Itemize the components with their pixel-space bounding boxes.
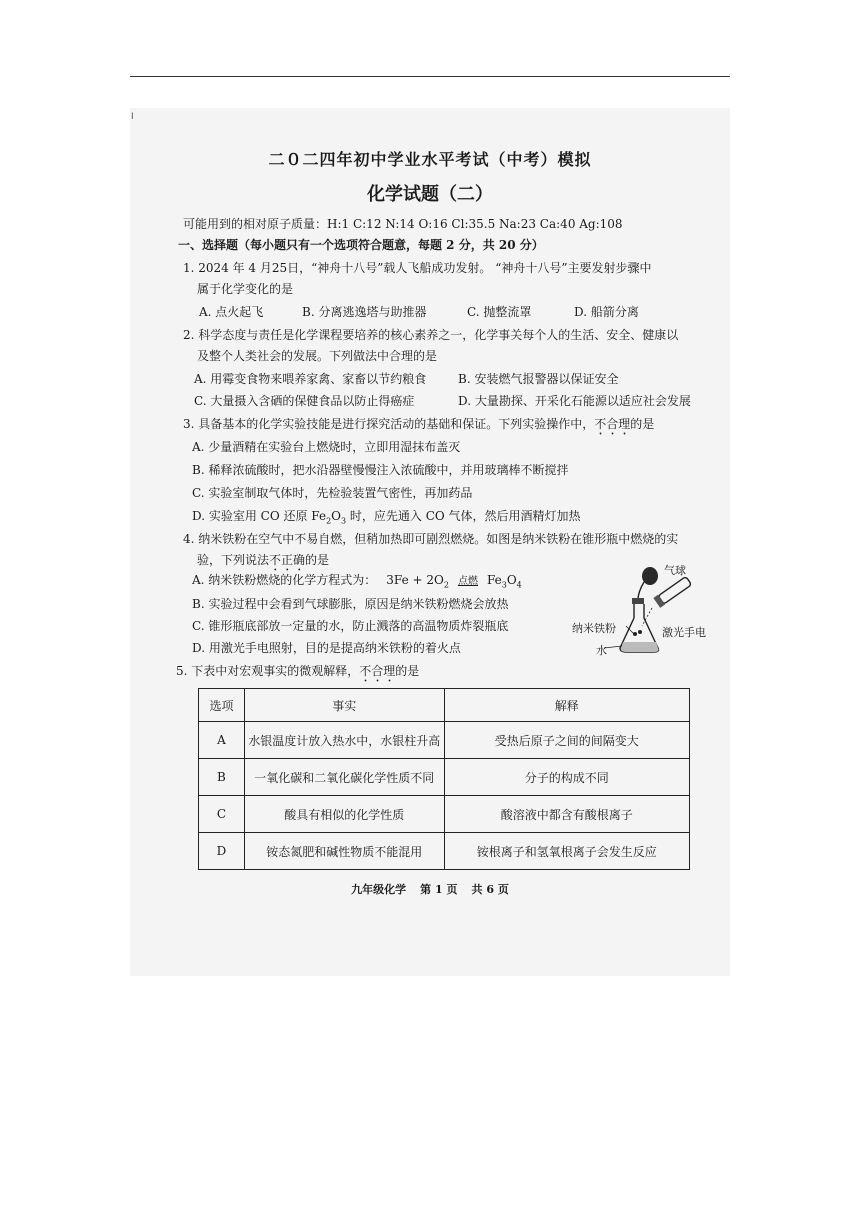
row-option: B	[199, 759, 245, 796]
row-option: A	[199, 722, 245, 759]
corner-mark: I	[131, 112, 134, 122]
row-option: C	[199, 796, 245, 833]
q2-stem-line2: 及整个人类社会的发展。下列做法中合理的是	[197, 349, 438, 363]
stopper-shape	[632, 598, 644, 604]
equation-right-mid: O	[506, 573, 517, 587]
facts-table	[198, 688, 690, 870]
table-row	[199, 833, 690, 870]
equation-left-sub: 2	[443, 580, 449, 590]
q3-stem-suffix: 的是	[630, 417, 655, 431]
exam-title: 二０二四年初中学业水平考试（中考）模拟	[268, 150, 592, 169]
label-water: 水	[596, 644, 607, 657]
q3-option-c: C. 实验室制取气体时，先检验装置气密性，再加药品	[192, 486, 473, 500]
equation-arrow	[453, 577, 483, 587]
footer-total: 共 6 页	[471, 883, 509, 896]
q1-option-d: D. 船箭分离	[574, 305, 639, 319]
q4-stem-prefix: 验，下列说法	[197, 553, 270, 567]
row-option: D	[199, 833, 245, 870]
page-footer	[130, 881, 730, 897]
q5-stem-emphasis: 不合理	[359, 664, 396, 678]
q2-stem-line1: 2. 科学态度与责任是化学课程要培养的核心素养之一，化学事关每个人的生活、安全、健康以	[183, 328, 679, 342]
atomic-masses: 可能用到的相对原子质量：H:1 C:12 N:14 O:16 Cl:35.5 Na:23 Ca:40 Ag:108	[183, 217, 623, 231]
q5-stem-suffix: 的是	[395, 664, 420, 678]
q4-option-c: C. 锥形瓶底部放一定量的水，防止溅落的高温物质炸裂瓶底	[192, 619, 509, 633]
table-row	[199, 759, 690, 796]
equation-condition: 点燃	[457, 576, 478, 587]
q4-option-a-prefix: A. 纳米铁粉燃烧的化学方程式为：	[192, 573, 377, 587]
q4-stem-line1: 4. 纳米铁粉在空气中不易自燃，但稍加热即可剧烈燃烧。如图是纳米铁粉在锥形瓶中燃烧的实	[183, 532, 679, 546]
header-explanation: 解释	[444, 689, 689, 722]
q3-option-d	[192, 508, 581, 529]
q4-stem-suffix: 的是	[305, 553, 330, 567]
q3-option-d-sub1: 2	[326, 516, 332, 526]
table-row	[199, 722, 690, 759]
q3-option-d-mid: O	[331, 509, 341, 523]
q3-option-d-prefix: D. 实验室用 CO 还原 Fe	[192, 509, 327, 523]
header-fact: 事实	[244, 689, 444, 722]
footer-page: 第 1 页	[420, 883, 458, 896]
row-fact: 酸具有相似的化学性质	[244, 796, 444, 833]
row-explanation: 受热后原子之间的间隔变大	[444, 722, 689, 759]
equation-right: Fe	[486, 573, 502, 587]
q1-option-a: A. 点火起飞	[199, 305, 264, 319]
table-row	[199, 796, 690, 833]
q1-option-c: C. 抛整流罩	[467, 305, 532, 319]
q3-stem-prefix: 3. 具备基本的化学实验技能是进行探究活动的基础和保证。下列实验操作中，	[183, 417, 595, 431]
q2-option-d: D. 大量勘探、开采化石能源以适应社会发展	[458, 394, 691, 408]
row-explanation: 铵根离子和氢氧根离子会发生反应	[444, 833, 689, 870]
q3-option-d-sub2: 3	[341, 516, 347, 526]
q3-stem-emphasis: 不合理	[594, 417, 631, 431]
row-fact: 一氧化碳和二氧化碳化学性质不同	[244, 759, 444, 796]
exam-subtitle: 化学试题（二）	[367, 184, 493, 205]
top-rule	[130, 76, 730, 77]
q4-stem-line2	[197, 552, 329, 574]
q4-stem-emphasis: 不正确	[269, 553, 306, 567]
footer-subject: 九年级化学	[351, 883, 407, 896]
row-explanation: 分子的构成不同	[444, 759, 689, 796]
q5-stem	[176, 663, 419, 685]
label-iron-powder: 纳米铁粉	[572, 622, 616, 635]
label-laser: 激光手电	[662, 626, 706, 639]
label-balloon: 气球	[664, 564, 686, 577]
q2-option-c: C. 大量摄入含硒的保健食品以防止得癌症	[194, 394, 415, 408]
flask-illustration	[568, 562, 718, 662]
q4-option-b: B. 实验过程中会看到气球膨胀，原因是纳米铁粉燃烧会放热	[192, 597, 509, 611]
q2-option-a: A. 用霉变食物来喂养家禽、家畜以节约粮食	[194, 372, 427, 386]
q1-option-b: B. 分离逃逸塔与助推器	[302, 305, 427, 319]
q4-option-d: D. 用激光手电照射，目的是提高纳米铁粉的着火点	[192, 641, 461, 655]
equation-right-sub1: 3	[501, 580, 507, 590]
equation-right-sub2: 4	[516, 580, 522, 590]
table-header-row	[199, 689, 690, 722]
q2-option-b: B. 安装燃气报警器以保证安全	[458, 372, 619, 386]
row-fact: 水银温度计放入热水中，水银柱升高	[244, 722, 444, 759]
row-explanation: 酸溶液中都含有酸根离子	[444, 796, 689, 833]
q3-option-a: A. 少量酒精在实验台上燃烧时，立即用湿抹布盖灭	[192, 440, 461, 454]
q1-stem-line2: 属于化学变化的是	[197, 282, 294, 296]
q3-option-b: B. 稀释浓硫酸时，把水沿器壁慢慢注入浓硫酸中，并用玻璃棒不断搅拌	[192, 463, 569, 477]
q1-stem-line1: 1. 2024 年 4 月25日，“神舟十八号”载人飞船成功发射。 “神舟十八号”主要发射步骤中	[183, 261, 652, 275]
laser-flashlight-shape	[653, 576, 692, 608]
q4-option-a	[192, 572, 522, 593]
section-heading: 一、选择题（每小题只有一个选项符合题意，每题 2 分，共 20 分）	[178, 238, 544, 252]
q3-option-d-suffix: 时，应先通入 CO 气体，然后用酒精灯加热	[346, 509, 581, 523]
q5-stem-prefix: 5. 下表中对宏观事实的微观解释，	[176, 664, 360, 678]
header-option: 选项	[199, 689, 245, 722]
row-fact: 铵态氮肥和碱性物质不能混用	[244, 833, 444, 870]
equation-left: 3Fe + 2O	[386, 573, 444, 587]
water-shape	[621, 642, 659, 652]
experiment-diagram	[568, 562, 718, 662]
q3-stem	[183, 416, 654, 438]
